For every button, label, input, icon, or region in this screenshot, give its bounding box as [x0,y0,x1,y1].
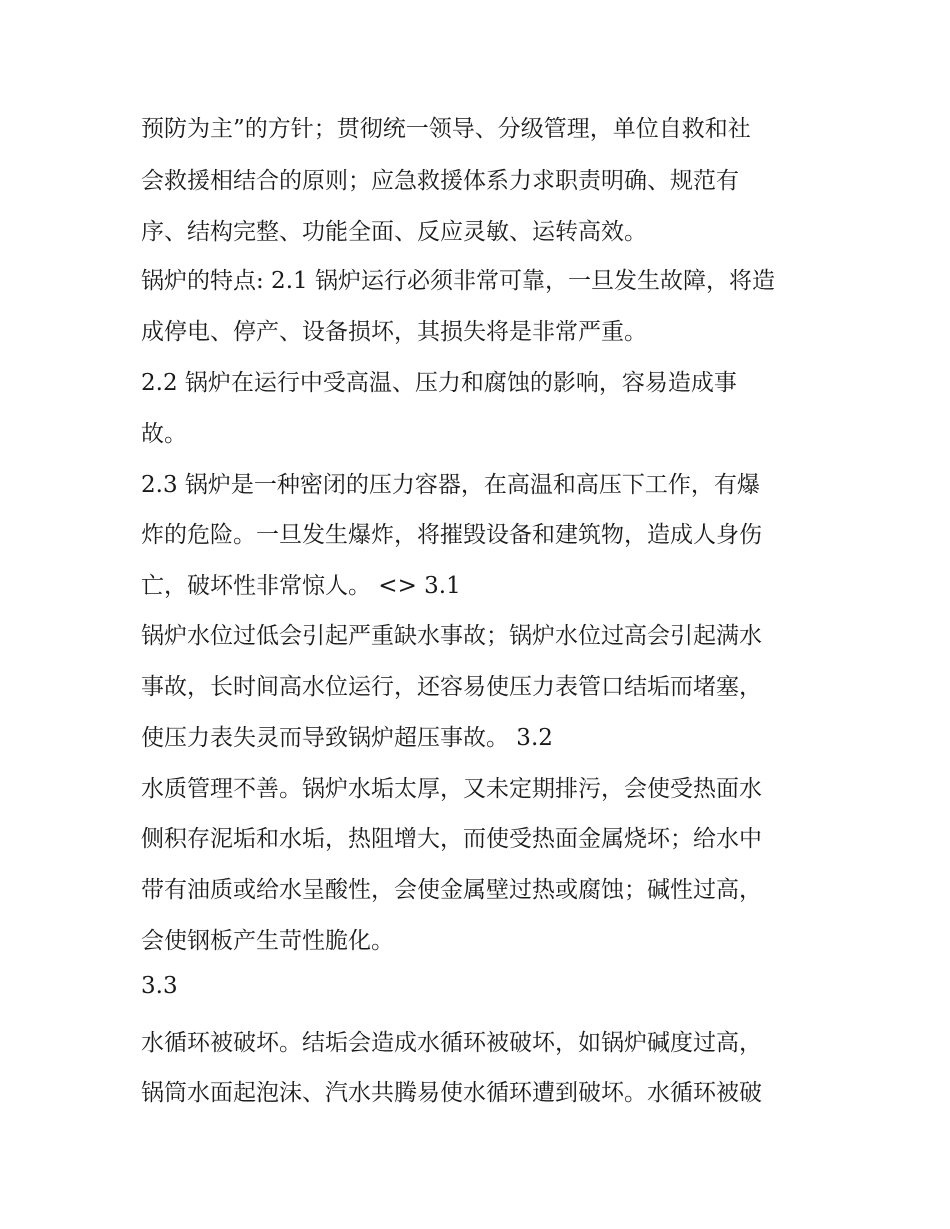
text-line: 成停电、停产、设备损坏，其损失将是非常严重。 [141,319,647,345]
text-line: 水质管理不善。锅炉水垢太厚，又未定期排污，会使受热面水 [141,776,762,802]
text-line: 序、结构完整、功能全面、反应灵敏、运转高效。 [141,219,647,245]
text-line: 侧积存泥垢和水垢，热阻增大，而使受热面金属烧坏；给水中 [141,826,762,852]
text-line: 带有油质或给水呈酸性，会使金属壁过热或腐蚀；碱性过高， [141,877,762,903]
text-line: 锅炉水位过低会引起严重缺水事故；锅炉水位过高会引起满水 [141,623,762,649]
text-line: 亡，破坏性非常惊人。 <> 3.1 [141,573,461,599]
text-line: 使压力表失灵而导致锅炉超压事故。 3.2 [141,725,553,751]
text-line: 预防为主”的方针；贯彻统一领导、分级管理，单位自救和社 [141,116,751,142]
text-line: 事故，长时间高水位运行，还容易使压力表管口结垢而堵塞， [141,674,762,700]
text-line: 3.3 [141,973,178,999]
text-line: 锅炉的特点: 2.1 锅炉运行必须非常可靠，一旦发生故障，将造 [141,268,775,294]
text-line: 会使钢板产生苛性脆化。 [141,928,394,954]
text-line: 2.2 锅炉在运行中受高温、压力和腐蚀的影响，容易造成事 [141,370,737,396]
text-line: 2.3 锅炉是一种密闭的压力容器，在高温和高压下工作，有爆 [141,472,760,498]
text-line: 水循环被破坏。结垢会造成水循环被破坏，如锅炉碱度过高， [141,1030,762,1056]
text-line: 炸的危险。一旦发生爆炸，将摧毁设备和建筑物，造成人身伤 [141,522,762,548]
text-line: 故。 [141,421,187,447]
text-line: 锅筒水面起泡沫、汽水共腾易使水循环遭到破坏。水循环被破 [141,1080,762,1106]
text-line: 会救援相结合的原则；应急救援体系力求职责明确、规范有 [141,168,739,194]
